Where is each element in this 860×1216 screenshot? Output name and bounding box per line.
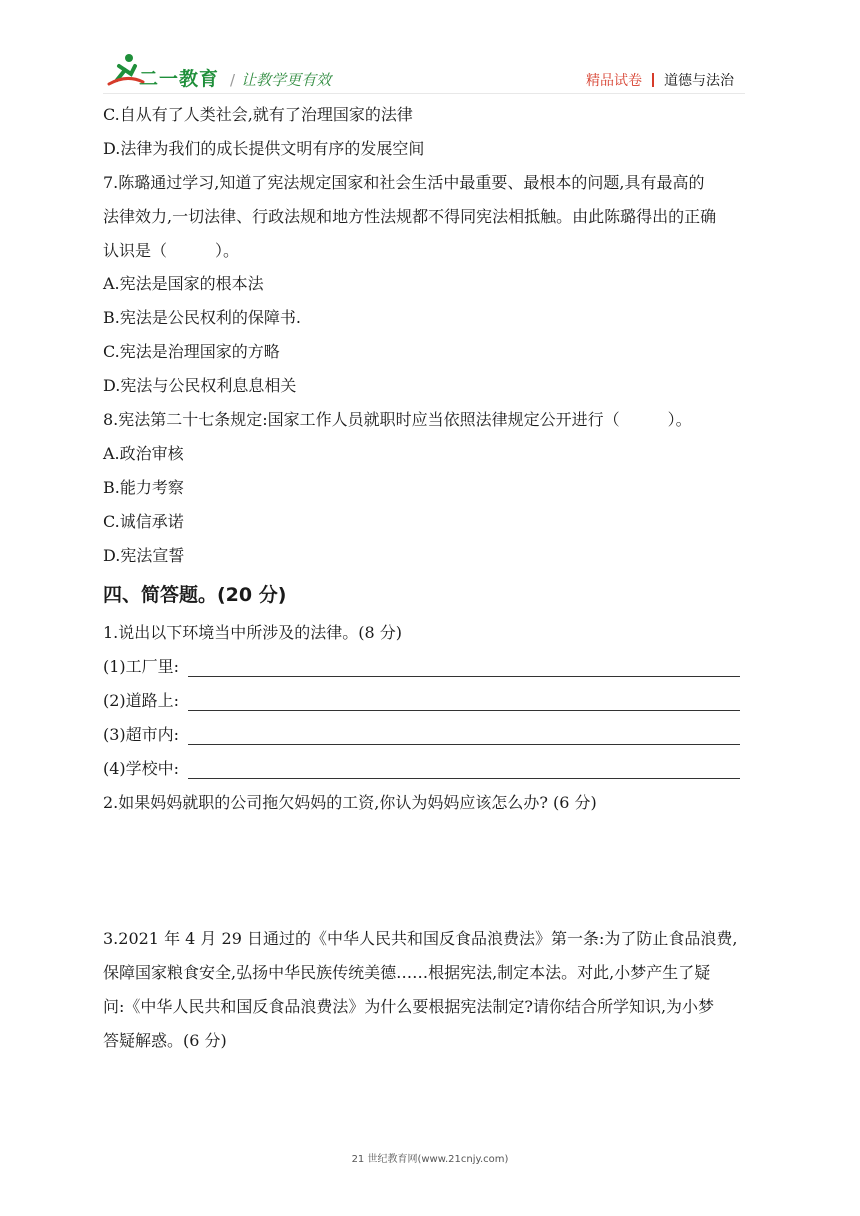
page-header — [0, 0, 860, 100]
option-a: A.宪法是国家的根本法 — [103, 274, 264, 293]
page-footer: 21 世纪教育网(www.21cnjy.com) — [351, 1154, 509, 1165]
text-line: 法律效力,一切法律、行政法规和地方性法规都不得同宪法相抵触。由此陈璐得出的正确 — [103, 207, 717, 226]
text-line: 保障国家粮食安全,弘扬中华民族传统美德……根据宪法,制定本法。对此,小梦产生了疑 — [103, 963, 711, 982]
fill-label: (4)学校中: — [103, 759, 180, 778]
header-divider — [103, 93, 745, 94]
fill-label: (1)工厂里: — [103, 657, 180, 676]
header-labels — [586, 70, 734, 90]
header-separator — [652, 73, 654, 87]
question-2: 2.如果妈妈就职的公司拖欠妈妈的工资,你认为妈妈应该怎么办? (6 分) — [103, 793, 597, 812]
option-d: D.宪法宣誓 — [103, 546, 185, 565]
option-c: C.诚信承诺 — [103, 512, 184, 531]
answer-line[interactable] — [188, 676, 740, 677]
answer-line[interactable] — [188, 778, 740, 779]
question-7: 7.陈璐通过学习,知道了宪法规定国家和社会生活中最重要、最根本的问题,具有最高的 — [103, 173, 705, 192]
fill-label: (2)道路上: — [103, 691, 180, 710]
logo-text: 二一教育 — [139, 68, 220, 90]
slogan-text: 让教学更有效 — [241, 71, 332, 89]
option-c: C.宪法是治理国家的方略 — [103, 342, 280, 361]
option-b: B.宪法是公民权利的保障书. — [103, 308, 301, 327]
text-line: D.法律为我们的成长提供文明有序的发展空间 — [103, 139, 425, 158]
option-a: A.政治审核 — [103, 444, 184, 463]
slogan — [230, 69, 331, 90]
slash-divider: / — [230, 71, 236, 89]
question-8: 8.宪法第二十七条规定:国家工作人员就职时应当依照法律规定公开进行（ ）。 — [103, 410, 692, 429]
option-b: B.能力考察 — [103, 478, 184, 497]
answer-line[interactable] — [188, 710, 740, 711]
header-label-right: 道德与法治 — [664, 73, 734, 89]
question-1: 1.说出以下环境当中所涉及的法律。(8 分) — [103, 623, 403, 642]
question-3: 3.2021 年 4 月 29 日通过的《中华人民共和国反食品浪费法》第一条:为了防止食品浪费, — [103, 929, 738, 948]
header-label-left: 精品试卷 — [586, 73, 642, 89]
text-line: 问:《中华人民共和国反食品浪费法》为什么要根据宪法制定?请你结合所学知识,为小梦 — [103, 997, 715, 1016]
text-line: C.自从有了人类社会,就有了治理国家的法律 — [103, 105, 413, 124]
option-d: D.宪法与公民权利息息相关 — [103, 376, 297, 395]
fill-label: (3)超市内: — [103, 725, 180, 744]
text-line: 认识是（ ）。 — [103, 241, 240, 260]
section-title: 四、简答题。(20 分) — [103, 584, 287, 606]
site-logo — [107, 50, 223, 90]
answer-line[interactable] — [188, 744, 740, 745]
text-line: 答疑解惑。(6 分) — [103, 1031, 227, 1050]
